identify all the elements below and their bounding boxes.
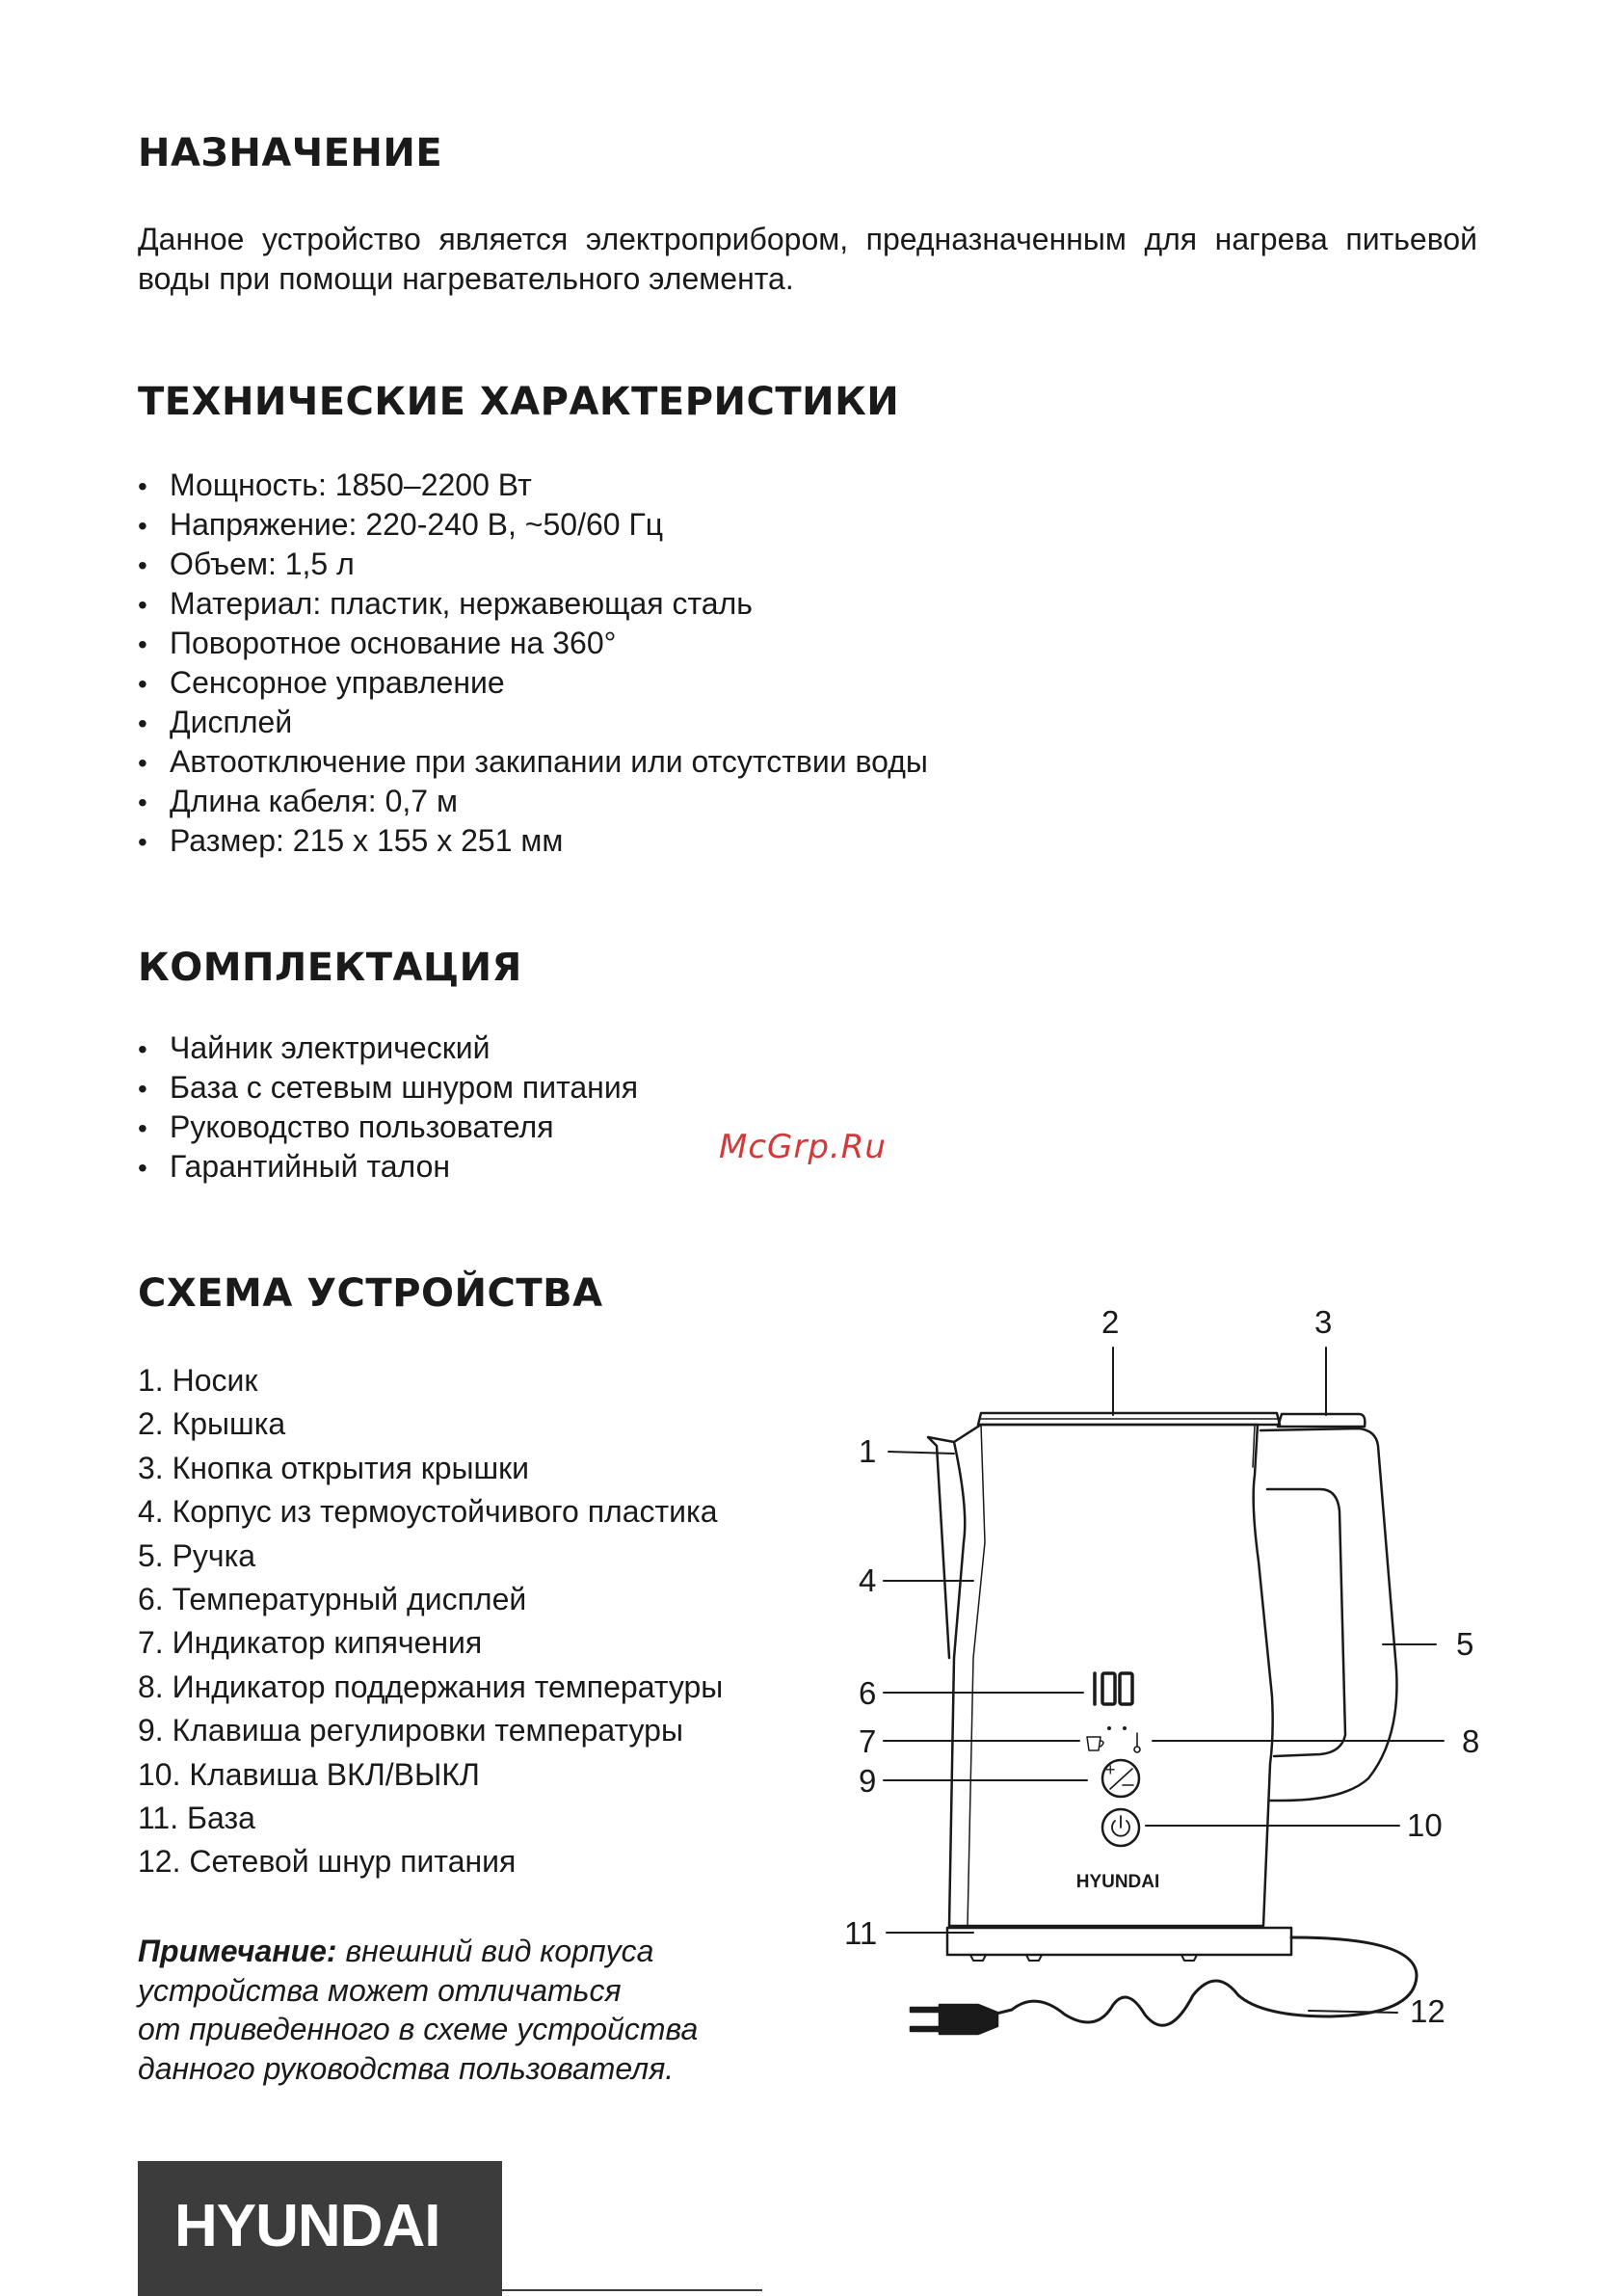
part-item: 7. Индикатор кипячения bbox=[138, 1625, 483, 1661]
kettle-body bbox=[949, 1425, 1273, 1926]
part-item: 3. Кнопка открытия крышки bbox=[138, 1450, 530, 1485]
callout-label: 7 bbox=[859, 1723, 877, 1759]
power-icon bbox=[1102, 1809, 1139, 1846]
specs-item: • Поворотное основание на 360° bbox=[138, 624, 928, 663]
package-item: • Руководство пользователя bbox=[138, 1108, 638, 1147]
part-item: 8. Индикатор поддержания температуры bbox=[138, 1669, 724, 1704]
purpose-text: Данное устройство является электроприбором, предназначенным для нагрева питьевой воды при помощи нагревательного элемента. bbox=[138, 222, 1477, 296]
handle bbox=[1260, 1428, 1396, 1801]
thermometer-icon bbox=[1134, 1733, 1140, 1752]
package-item: • Чайник электрический bbox=[138, 1028, 638, 1068]
lid-button-icon bbox=[1278, 1414, 1365, 1427]
kettle-brand-label: HYUNDAI bbox=[1075, 1872, 1160, 1892]
cup-icon bbox=[1087, 1737, 1103, 1750]
base bbox=[947, 1928, 1291, 1961]
specs-item: • Дисплей bbox=[138, 703, 928, 742]
boil-indicator-dot bbox=[1107, 1726, 1111, 1730]
package-list bbox=[138, 1028, 638, 1187]
part-item: 5. Ручка bbox=[138, 1537, 256, 1573]
plus-minus-icon bbox=[1102, 1760, 1139, 1797]
callout-label: 8 bbox=[1462, 1723, 1480, 1759]
specs-item: • Напряжение: 220-240 В, ~50/60 Гц bbox=[138, 505, 928, 545]
callout-label: 3 bbox=[1314, 1304, 1333, 1340]
callout-label: 6 bbox=[859, 1675, 877, 1711]
part-item: 10. Клавиша ВКЛ/ВЫКЛ bbox=[138, 1756, 480, 1792]
kettle-diagram bbox=[829, 1282, 1503, 2101]
specs-item: • Объем: 1,5 л bbox=[138, 545, 928, 584]
specs-item: • Материал: пластик, нержавеющая сталь bbox=[138, 584, 928, 624]
callout-label: 10 bbox=[1407, 1807, 1443, 1843]
package-item: • База с сетевым шнуром питания bbox=[138, 1068, 638, 1108]
footer-divider bbox=[502, 2289, 762, 2291]
package-item: • Гарантийный талон bbox=[138, 1147, 638, 1187]
keep-warm-indicator-dot bbox=[1123, 1726, 1127, 1730]
section-title-package: КОМПЛЕКТАЦИЯ bbox=[138, 946, 522, 990]
callout-label: 12 bbox=[1410, 1993, 1446, 2029]
specs-item: • Мощность: 1850–2200 Вт bbox=[138, 466, 928, 505]
spout-icon bbox=[928, 1437, 954, 1658]
section-title-specs: ТЕХНИЧЕСКИЕ ХАРАКТЕРИСТИКИ bbox=[138, 380, 900, 424]
specs-item: • Длина кабеля: 0,7 м bbox=[138, 782, 928, 821]
part-item: 1. Носик bbox=[138, 1363, 258, 1398]
section-title-purpose: НАЗНАЧЕНИЕ bbox=[138, 131, 443, 175]
svg-text:+: + bbox=[1105, 1760, 1116, 1779]
specs-item: • Размер: 215 x 155 x 251 мм bbox=[138, 821, 928, 861]
lid-icon bbox=[978, 1413, 1280, 1425]
specs-item: • Автоотключение при закипании или отсутствии воды bbox=[138, 742, 928, 782]
part-item: 9. Клавиша регулировки температуры bbox=[138, 1713, 683, 1749]
note-label: Примечание: bbox=[138, 1934, 337, 1968]
callout-label: 11 bbox=[844, 1915, 878, 1951]
scheme-note bbox=[138, 1932, 698, 2088]
plug-icon bbox=[911, 2005, 997, 2034]
section-title-scheme: СХЕМА УСТРОЙСТВА bbox=[138, 1271, 603, 1316]
part-item: 2. Крышка bbox=[138, 1406, 286, 1442]
callout-label: 9 bbox=[859, 1763, 877, 1799]
parts-list bbox=[138, 1359, 723, 1884]
callout-label: 1 bbox=[859, 1433, 877, 1469]
footer-brand-logo: HYUNDAI bbox=[174, 2193, 440, 2259]
note-line: внешний вид корпуса bbox=[336, 1934, 654, 1968]
callout-label: 4 bbox=[859, 1562, 877, 1598]
part-item: 6. Температурный дисплей bbox=[138, 1581, 527, 1616]
watermark: McGrp.Ru bbox=[719, 1128, 887, 1166]
part-item: 4. Корпус из термоустойчивого пластика bbox=[138, 1494, 718, 1530]
callout-label: 5 bbox=[1456, 1626, 1474, 1662]
temperature-display bbox=[1095, 1673, 1132, 1704]
part-item: 12. Сетевой шнур питания bbox=[138, 1844, 517, 1880]
note-line: от приведенного в схеме устройства bbox=[138, 2012, 699, 2046]
note-line: данного руководства пользователя. bbox=[138, 2050, 675, 2086]
specs-list bbox=[138, 466, 928, 861]
footer-brand-block bbox=[138, 2161, 502, 2296]
specs-item: • Сенсорное управление bbox=[138, 663, 928, 703]
note-line: устройства может отличаться bbox=[138, 1972, 622, 2008]
callout-label: 2 bbox=[1101, 1304, 1120, 1340]
part-item: 11. База bbox=[138, 1800, 255, 1835]
